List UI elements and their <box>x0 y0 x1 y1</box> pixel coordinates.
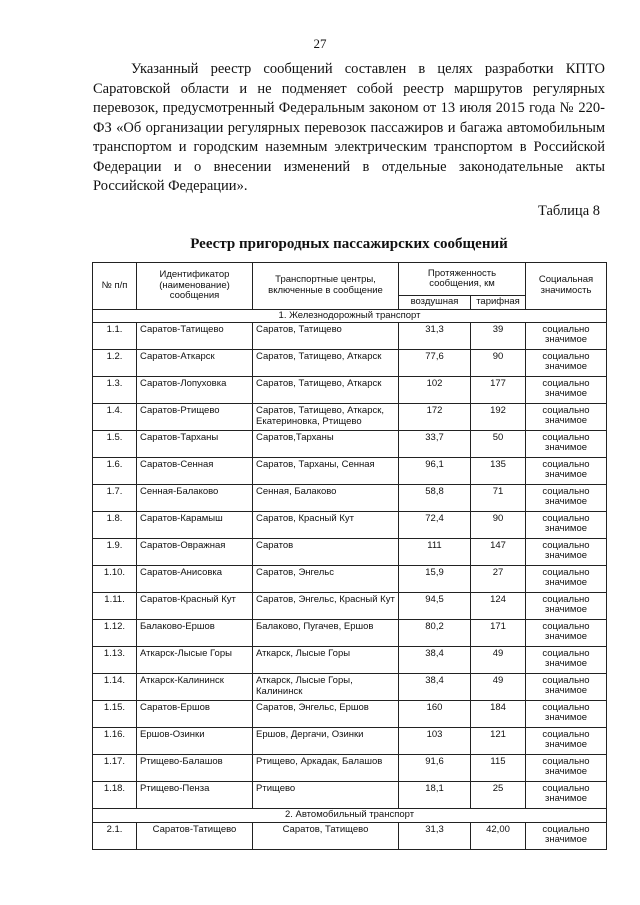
cell-air-distance: 15,9 <box>399 566 471 593</box>
cell-air-distance: 31,3 <box>399 822 471 849</box>
cell-tariff-distance: 49 <box>471 674 526 701</box>
cell-centers: Саратов, Татищево <box>253 822 399 849</box>
cell-num: 1.14. <box>93 674 137 701</box>
cell-identifier: Саратов-Овражная <box>137 539 253 566</box>
header-num: № п/п <box>93 263 137 310</box>
cell-num: 1.6. <box>93 458 137 485</box>
cell-tariff-distance: 135 <box>471 458 526 485</box>
table-body <box>93 309 607 849</box>
cell-air-distance: 102 <box>399 377 471 404</box>
table-row <box>93 782 607 809</box>
cell-identifier: Ершов-Озинки <box>137 728 253 755</box>
cell-air-distance: 96,1 <box>399 458 471 485</box>
cell-centers: Саратов, Красный Кут <box>253 512 399 539</box>
cell-identifier: Саратов-Анисовка <box>137 566 253 593</box>
cell-identifier: Саратов-Аткарск <box>137 350 253 377</box>
cell-social: социально значимое <box>526 485 607 512</box>
cell-social: социально значимое <box>526 755 607 782</box>
cell-num: 1.7. <box>93 485 137 512</box>
table-row <box>93 822 607 849</box>
page-number: 27 <box>313 36 327 51</box>
cell-centers: Саратов, Татищево, Аткарск <box>253 377 399 404</box>
cell-social: социально значимое <box>526 593 607 620</box>
cell-social: социально значимое <box>526 431 607 458</box>
table-row <box>93 431 607 458</box>
cell-num: 1.10. <box>93 566 137 593</box>
section-row <box>93 309 607 323</box>
cell-identifier: Балаково-Ершов <box>137 620 253 647</box>
table-row <box>93 728 607 755</box>
cell-air-distance: 111 <box>399 539 471 566</box>
cell-air-distance: 72,4 <box>399 512 471 539</box>
table-title: Реестр пригородных пассажирских сообщений <box>190 236 508 252</box>
cell-tariff-distance: 50 <box>471 431 526 458</box>
cell-num: 1.18. <box>93 782 137 809</box>
cell-social: социально значимое <box>526 458 607 485</box>
cell-identifier: Саратов-Красный Кут <box>137 593 253 620</box>
table-row <box>93 485 607 512</box>
cell-centers: Саратов,Тарханы <box>253 431 399 458</box>
cell-social: социально значимое <box>526 822 607 849</box>
cell-num: 2.1. <box>93 822 137 849</box>
cell-num: 1.15. <box>93 701 137 728</box>
cell-air-distance: 18,1 <box>399 782 471 809</box>
cell-centers: Аткарск, Лысые Горы <box>253 647 399 674</box>
cell-air-distance: 31,3 <box>399 323 471 350</box>
cell-tariff-distance: 124 <box>471 593 526 620</box>
table-row <box>93 647 607 674</box>
cell-centers: Саратов, Энгельс <box>253 566 399 593</box>
table-row <box>93 566 607 593</box>
cell-air-distance: 172 <box>399 404 471 431</box>
cell-air-distance: 80,2 <box>399 620 471 647</box>
registry-table <box>92 262 607 850</box>
cell-social: социально значимое <box>526 512 607 539</box>
header-identifier: Идентификатор (наименование) сообщения <box>137 263 253 310</box>
section-row <box>93 809 607 823</box>
cell-social: социально значимое <box>526 404 607 431</box>
cell-centers: Саратов <box>253 539 399 566</box>
cell-social: социально значимое <box>526 728 607 755</box>
cell-identifier: Саратов-Лопуховка <box>137 377 253 404</box>
cell-centers: Ртищево <box>253 782 399 809</box>
cell-social: социально значимое <box>526 674 607 701</box>
cell-social: социально значимое <box>526 782 607 809</box>
cell-num: 1.3. <box>93 377 137 404</box>
header-air: воздушная <box>399 296 471 310</box>
cell-num: 1.16. <box>93 728 137 755</box>
cell-tariff-distance: 184 <box>471 701 526 728</box>
cell-num: 1.11. <box>93 593 137 620</box>
cell-tariff-distance: 39 <box>471 323 526 350</box>
cell-tariff-distance: 49 <box>471 647 526 674</box>
cell-tariff-distance: 177 <box>471 377 526 404</box>
table-row <box>93 458 607 485</box>
table-row <box>93 323 607 350</box>
cell-air-distance: 77,6 <box>399 350 471 377</box>
table-row <box>93 701 607 728</box>
cell-centers: Саратов, Татищево, Аткарск <box>253 350 399 377</box>
table-row <box>93 755 607 782</box>
header-social: Социальная значимость <box>526 263 607 310</box>
cell-num: 1.17. <box>93 755 137 782</box>
table-row <box>93 620 607 647</box>
header-tariff: тарифная <box>471 296 526 310</box>
table-row <box>93 404 607 431</box>
cell-tariff-distance: 121 <box>471 728 526 755</box>
cell-centers: Саратов, Татищево <box>253 323 399 350</box>
cell-air-distance: 91,6 <box>399 755 471 782</box>
cell-tariff-distance: 42,00 <box>471 822 526 849</box>
cell-air-distance: 160 <box>399 701 471 728</box>
cell-num: 1.8. <box>93 512 137 539</box>
table-row <box>93 593 607 620</box>
cell-tariff-distance: 115 <box>471 755 526 782</box>
cell-tariff-distance: 192 <box>471 404 526 431</box>
header-centers: Транспортные центры, включенные в сообщение <box>253 263 399 310</box>
cell-identifier: Саратов-Ртищево <box>137 404 253 431</box>
cell-tariff-distance: 90 <box>471 350 526 377</box>
cell-social: социально значимое <box>526 620 607 647</box>
cell-identifier: Саратов-Татищево <box>137 323 253 350</box>
cell-social: социально значимое <box>526 647 607 674</box>
cell-identifier: Саратов-Сенная <box>137 458 253 485</box>
cell-tariff-distance: 147 <box>471 539 526 566</box>
table-row <box>93 539 607 566</box>
cell-tariff-distance: 25 <box>471 782 526 809</box>
cell-identifier: Саратов-Карамыш <box>137 512 253 539</box>
cell-air-distance: 33,7 <box>399 431 471 458</box>
cell-identifier: Аткарск-Лысые Горы <box>137 647 253 674</box>
header-length: Протяженность сообщения, км <box>399 263 526 296</box>
cell-tariff-distance: 27 <box>471 566 526 593</box>
section-title: 1. Железнодорожный транспорт <box>93 309 607 323</box>
cell-social: социально значимое <box>526 323 607 350</box>
cell-centers: Аткарск, Лысые Горы, Калининск <box>253 674 399 701</box>
cell-identifier: Саратов-Ершов <box>137 701 253 728</box>
table-row <box>93 377 607 404</box>
cell-num: 1.13. <box>93 647 137 674</box>
cell-centers: Ртищево, Аркадак, Балашов <box>253 755 399 782</box>
intro-paragraph: Указанный реестр сообщений составлен в целях разработки КПТО Саратовской области и не подменяет собой реестр маршрутов регулярных перевозок, предусмотренный Федеральным законом от 13 июля 2015 года № 220-ФЗ «Об организации регулярных перевозок пассажиров и багажа автомобильным транспортом и городским наземным электрическим транспортом в Российской Федерации и о внесении изменений в отдельные законодательные акты Российской Федерации». <box>93 61 605 194</box>
cell-centers: Саратов, Тарханы, Сенная <box>253 458 399 485</box>
cell-air-distance: 94,5 <box>399 593 471 620</box>
cell-social: социально значимое <box>526 539 607 566</box>
cell-identifier: Аткарск-Калининск <box>137 674 253 701</box>
cell-tariff-distance: 71 <box>471 485 526 512</box>
cell-identifier: Саратов-Татищево <box>137 822 253 849</box>
cell-num: 1.5. <box>93 431 137 458</box>
table-row <box>93 512 607 539</box>
cell-centers: Сенная, Балаково <box>253 485 399 512</box>
cell-tariff-distance: 171 <box>471 620 526 647</box>
cell-centers: Саратов, Энгельс, Красный Кут <box>253 593 399 620</box>
section-title: 2. Автомобильный транспорт <box>93 809 607 823</box>
cell-social: социально значимое <box>526 566 607 593</box>
cell-identifier: Сенная-Балаково <box>137 485 253 512</box>
cell-centers: Ершов, Дергачи, Озинки <box>253 728 399 755</box>
cell-social: социально значимое <box>526 701 607 728</box>
cell-air-distance: 38,4 <box>399 674 471 701</box>
cell-centers: Балаково, Пугачев, Ершов <box>253 620 399 647</box>
cell-social: социально значимое <box>526 377 607 404</box>
cell-centers: Саратов, Энгельс, Ершов <box>253 701 399 728</box>
cell-identifier: Ртищево-Пенза <box>137 782 253 809</box>
cell-num: 1.2. <box>93 350 137 377</box>
cell-num: 1.9. <box>93 539 137 566</box>
cell-air-distance: 38,4 <box>399 647 471 674</box>
cell-air-distance: 103 <box>399 728 471 755</box>
table-row <box>93 350 607 377</box>
cell-social: социально значимое <box>526 350 607 377</box>
cell-num: 1.12. <box>93 620 137 647</box>
cell-identifier: Саратов-Тарханы <box>137 431 253 458</box>
table-row <box>93 674 607 701</box>
cell-identifier: Ртищево-Балашов <box>137 755 253 782</box>
table-label: Таблица 8 <box>537 203 600 219</box>
cell-num: 1.1. <box>93 323 137 350</box>
cell-centers: Саратов, Татищево, Аткарск, Екатериновка, Ртищево <box>253 404 399 431</box>
cell-air-distance: 58,8 <box>399 485 471 512</box>
cell-tariff-distance: 90 <box>471 512 526 539</box>
cell-num: 1.4. <box>93 404 137 431</box>
